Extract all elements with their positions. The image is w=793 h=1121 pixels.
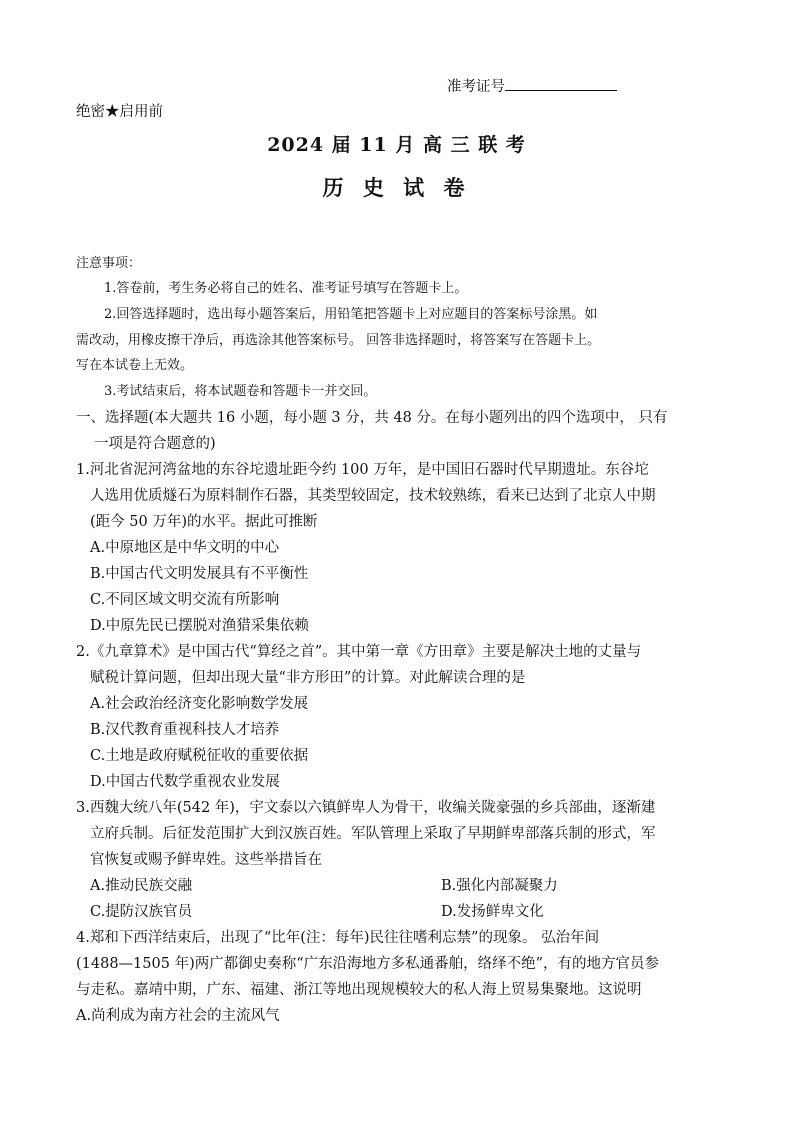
question-2-option-d: D.中国古代数学重视农业发展 [90, 774, 280, 790]
question-3-option-c: C.提防汉族官员 [90, 904, 193, 920]
question-3-option-d: D.发扬鲜卑文化 [441, 904, 544, 920]
question-1-text: (距今 50 万年)的水平。据此可推断 [90, 514, 318, 530]
question-3-text: 立府兵制。后征发范围扩大到汉族百姓。军队管理上采取了早期鲜卑部落兵制的形式，军 [90, 826, 656, 842]
notice-item: 需改动，用橡皮擦干净后，再选涂其他答案标号。 回答非选择题时，将答案写在答题卡上。 [76, 333, 601, 348]
section-heading-cont: 一项是符合题意的) [94, 436, 216, 452]
exam-id-field [447, 74, 617, 100]
question-2-option-c: C.土地是政府赋税征收的重要依据 [90, 748, 309, 764]
notice-item: 3.考试结束后，将本试题卷和答题卡一并交回。 [104, 384, 377, 399]
subject-title: 历 史 试 卷 [322, 175, 471, 200]
question-4-option-a: A.尚利成为南方社会的主流风气 [76, 1008, 280, 1024]
question-1-option-c: C.不同区域文明交流有所影响 [90, 592, 280, 608]
notice-heading: 注意事项： [76, 256, 142, 271]
exam-id-label: 准考证号 [447, 79, 505, 95]
exam-title: 2024 届 11 月 高 三 联 考 [267, 134, 526, 156]
question-2-text: 赋税计算问题，但却出现大量“非方形田”的计算。对此解读合理的是 [90, 670, 526, 686]
notice-item: 写在本试卷上无效。 [76, 358, 194, 373]
question-4-text: 与走私。嘉靖中期，广东、福建、浙江等地出现规模较大的私人海上贸易集聚地。这说明 [76, 982, 642, 998]
question-4-text: 4.郑和下西洋结束后，出现了“比年(注：每年)民往往嗜利忘禁”的现象。 弘治年间 [76, 930, 600, 946]
question-1-option-d: D.中原先民已摆脱对渔猎采集依赖 [90, 618, 309, 634]
question-2-option-b: B.汉代教育重视科技人才培养 [90, 722, 280, 738]
confidential-mark: 绝密★启用前 [76, 104, 163, 120]
question-3-option-b: B.强化内部凝聚力 [441, 878, 558, 894]
question-2-text: 2.《九章算术》是中国古代“算经之首”。其中第一章《方田章》主要是解决土地的丈量与 [76, 644, 642, 660]
section-heading: 一、选择题(本大题共 16 小题，每小题 3 分，共 48 分。在每小题列出的四个选项中， 只有 [76, 410, 668, 426]
exam-id-blank [505, 76, 617, 91]
question-3-option-a: A.推动民族交融 [90, 878, 193, 894]
question-3-text: 3.西魏大统八年(542 年)，宇文泰以六镇鲜卑人为骨干，收编关陇豪强的乡兵部曲，逐渐建 [76, 800, 656, 816]
question-1-text: 1.河北省泥河湾盆地的东谷坨遗址距今约 100 万年，是中国旧石器时代早期遗址。东谷坨 [76, 462, 649, 478]
question-4-text: (1488—1505 年)两广都御史奏称“广东沿海地方多私通番舶，络绎不绝”，有的地方官员参 [76, 956, 660, 972]
question-1-option-a: A.中原地区是中华文明的中心 [90, 540, 280, 556]
question-1-option-b: B.中国古代文明发展具有不平衡性 [90, 566, 309, 582]
question-3-text: 官恢复或赐予鲜卑姓。这些举措旨在 [90, 852, 322, 868]
question-1-text: 人选用优质燧石为原料制作石器，其类型较固定，技术较熟练，看来已达到了北京人中期 [90, 488, 656, 504]
question-2-option-a: A.社会政治经济变化影响数学发展 [90, 696, 309, 712]
notice-item: 2.回答选择题时，选出每小题答案后，用铅笔把答题卡上对应题目的答案标号涂黑。如 [104, 307, 598, 322]
notice-item: 1.答卷前，考生务必将自己的姓名、准考证号填写在答题卡上。 [104, 281, 468, 296]
